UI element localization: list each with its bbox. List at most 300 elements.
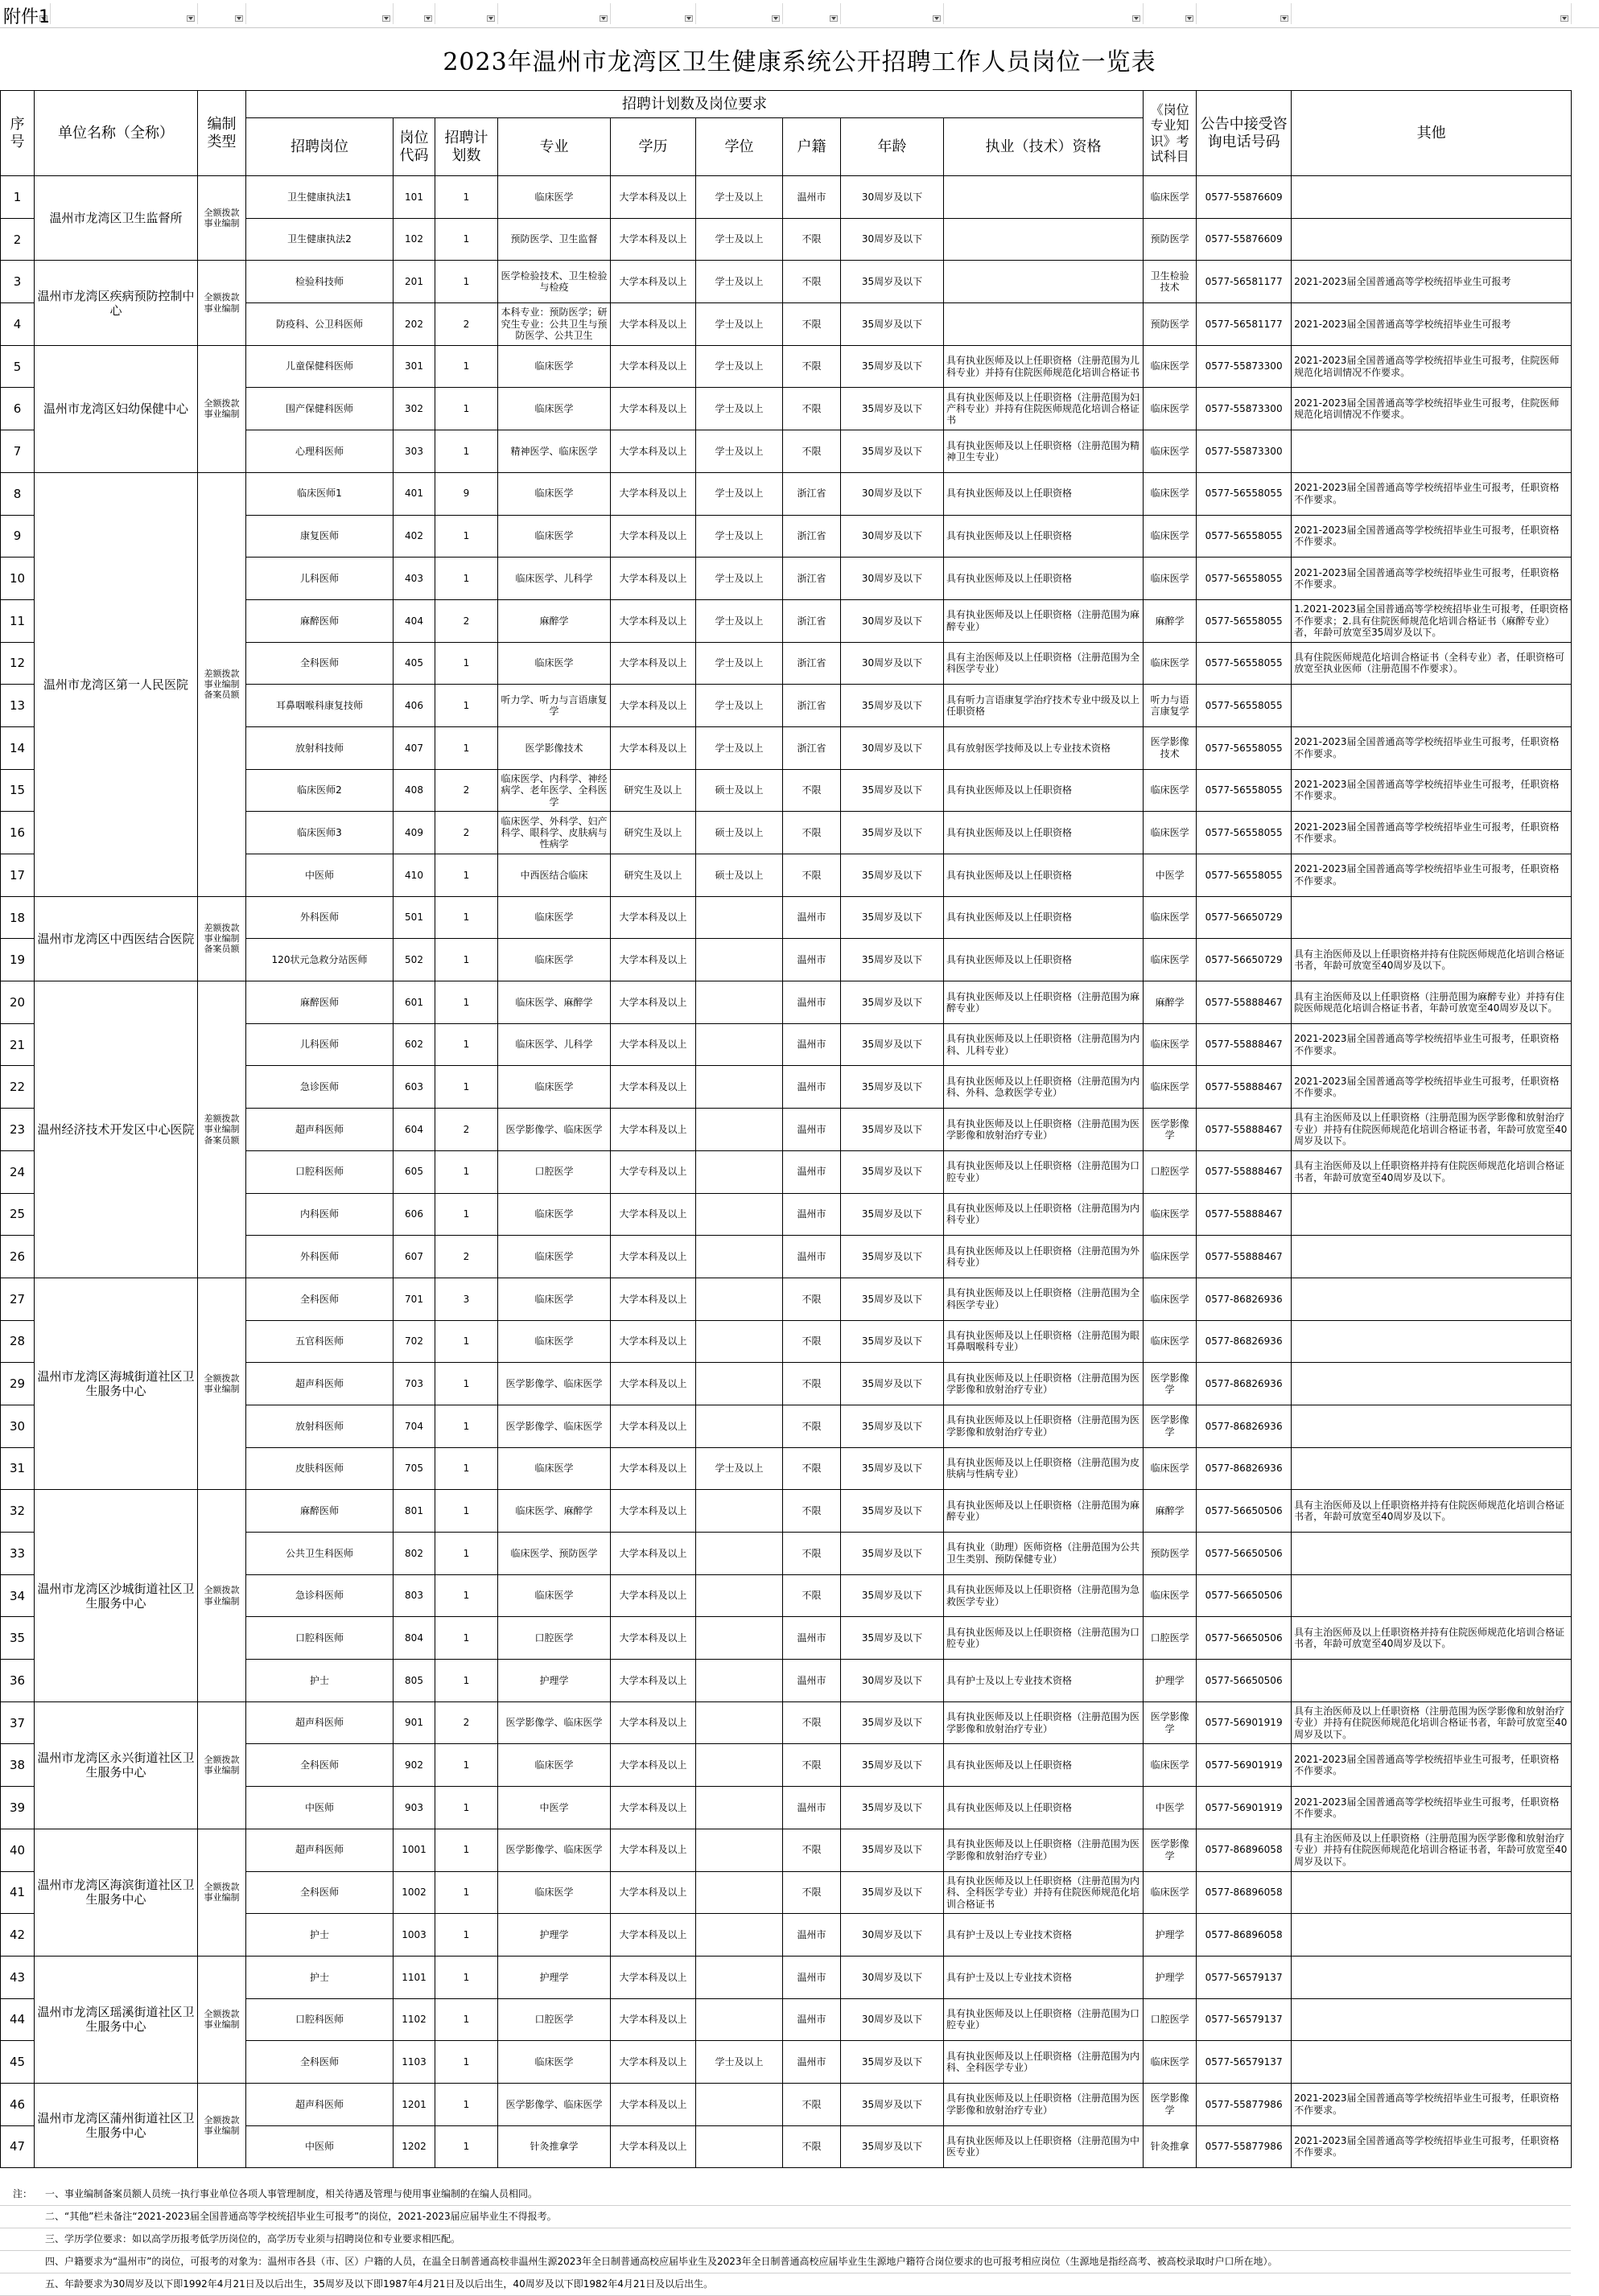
post-cell: 儿科医师 <box>246 1023 394 1066</box>
other-cell <box>1292 1660 1572 1702</box>
degree-cell <box>696 1150 783 1193</box>
seq-cell: 22 <box>1 1066 35 1109</box>
filter-dropdown-icon[interactable] <box>685 15 693 22</box>
other-cell: 具有主治医师及以上任职资格并持有住院医师规范化培训合格证书者，年龄可放宽至40周岁及以下。 <box>1292 1617 1572 1660</box>
other-cell <box>1292 1914 1572 1957</box>
age-cell: 35周岁及以下 <box>841 1744 944 1787</box>
degree-cell: 学士及以上 <box>696 472 783 515</box>
qual-cell <box>944 218 1144 261</box>
other-cell <box>1292 1574 1572 1617</box>
phone-cell: 0577-56650729 <box>1197 896 1292 939</box>
major-cell: 精神医学、临床医学 <box>498 430 611 473</box>
phone-cell: 0577-56579137 <box>1197 2041 1292 2084</box>
header-qual: 执业（技术）资格 <box>944 118 1144 176</box>
other-cell <box>1292 1405 1572 1447</box>
exam-cell: 预防医学 <box>1144 1533 1197 1575</box>
degree-cell: 学士及以上 <box>696 558 783 600</box>
code-cell: 607 <box>394 1236 435 1278</box>
count-cell: 2 <box>435 599 498 642</box>
code-cell: 302 <box>394 388 435 430</box>
note-text: 二、“其他”栏未备注“2021-2023届全国普通高等学校统招毕业生可报考”的岗位，2021-2023届应届毕业生不得报考。 <box>45 2211 557 2222</box>
count-cell: 1 <box>435 345 498 388</box>
seq-cell: 8 <box>1 472 35 515</box>
count-cell: 1 <box>435 176 498 219</box>
filter-dropdown-icon[interactable] <box>382 15 390 22</box>
age-cell: 35周岁及以下 <box>841 1787 944 1829</box>
phone-cell: 0577-86896058 <box>1197 1914 1292 1957</box>
major-cell: 临床医学、儿科学 <box>498 558 611 600</box>
edu-cell: 大学本科及以上 <box>611 1278 696 1320</box>
exam-cell: 预防医学 <box>1144 303 1197 346</box>
post-cell: 临床医师1 <box>246 472 394 515</box>
seq-cell: 30 <box>1 1405 35 1447</box>
exam-cell: 中医学 <box>1144 854 1197 897</box>
exam-cell: 临床医学 <box>1144 812 1197 854</box>
count-cell: 1 <box>435 261 498 303</box>
post-cell: 全科医师 <box>246 1278 394 1320</box>
other-cell: 具有主治医师及以上任职资格（注册范围为医学影像和放射治疗专业）并持有住院医师规范化培训合格证书者，年龄可放宽至40周岁及以下。 <box>1292 1701 1572 1744</box>
huji-cell: 不限 <box>783 1363 841 1405</box>
huji-cell: 温州市 <box>783 1998 841 2041</box>
staffing-type-cell: 全额拨款事业编制 <box>198 261 246 345</box>
degree-cell <box>696 1744 783 1787</box>
degree-cell <box>696 1320 783 1363</box>
table-row <box>1 2083 1572 2125</box>
header-count: 招聘计划数 <box>435 118 498 176</box>
code-cell: 405 <box>394 642 435 685</box>
age-cell: 35周岁及以下 <box>841 261 944 303</box>
degree-cell: 学士及以上 <box>696 685 783 727</box>
qual-cell: 具有执业医师及以上任职资格 <box>944 896 1144 939</box>
filter-dropdown-icon[interactable] <box>487 15 495 22</box>
edu-cell: 大学本科及以上 <box>611 1363 696 1405</box>
header-edu: 学历 <box>611 118 696 176</box>
major-cell: 临床医学 <box>498 1193 611 1236</box>
phone-cell: 0577-55888467 <box>1197 1066 1292 1109</box>
phone-cell: 0577-56579137 <box>1197 1998 1292 2041</box>
qual-cell: 具有执业医师及以上任职资格（注册范围为口腔专业） <box>944 1617 1144 1660</box>
huji-cell: 不限 <box>783 1871 841 1914</box>
table-row <box>1 1701 1572 1744</box>
exam-cell: 护理学 <box>1144 1660 1197 1702</box>
qual-cell: 具有执业医师及以上任职资格 <box>944 472 1144 515</box>
note-item <box>0 2206 1571 2228</box>
edu-cell: 大学本科及以上 <box>611 1193 696 1236</box>
qual-cell: 具有执业医师及以上任职资格（注册范围为精神卫生专业） <box>944 430 1144 473</box>
note-text: 五、年龄要求为30周岁及以下即1992年4月21日及以后出生，35周岁及以下即1987年4月21日及以后出生，40周岁及以下即1982年4月21日及以后出生。 <box>45 2278 714 2290</box>
exam-cell: 口腔医学 <box>1144 1150 1197 1193</box>
count-cell: 1 <box>435 1023 498 1066</box>
post-cell: 口腔科医师 <box>246 1998 394 2041</box>
age-cell: 35周岁及以下 <box>841 1278 944 1320</box>
huji-cell: 温州市 <box>783 1617 841 1660</box>
other-cell <box>1292 1320 1572 1363</box>
phone-cell: 0577-56650506 <box>1197 1533 1292 1575</box>
degree-cell: 学士及以上 <box>696 726 783 769</box>
count-cell: 2 <box>435 812 498 854</box>
phone-cell: 0577-56558055 <box>1197 515 1292 558</box>
phone-cell: 0577-56901919 <box>1197 1701 1292 1744</box>
other-cell: 具有住院医师规范化培训合格证书（全科专业）者，任职资格可放宽至执业医师（注册范围不作要求）。 <box>1292 642 1572 685</box>
huji-cell: 温州市 <box>783 1914 841 1957</box>
code-cell: 303 <box>394 430 435 473</box>
count-cell: 1 <box>435 1363 498 1405</box>
code-cell: 403 <box>394 558 435 600</box>
age-cell: 35周岁及以下 <box>841 854 944 897</box>
degree-cell: 学士及以上 <box>696 1447 783 1490</box>
seq-cell: 38 <box>1 1744 35 1787</box>
filter-dropdown-icon[interactable] <box>424 15 432 22</box>
age-cell: 30周岁及以下 <box>841 1660 944 1702</box>
post-cell: 超声科医师 <box>246 1363 394 1405</box>
code-cell: 702 <box>394 1320 435 1363</box>
exam-cell: 临床医学 <box>1144 515 1197 558</box>
age-cell: 35周岁及以下 <box>841 939 944 981</box>
age-cell: 35周岁及以下 <box>841 1023 944 1066</box>
phone-cell: 0577-86896058 <box>1197 1871 1292 1914</box>
other-cell: 2021-2023届全国普通高等学校统招毕业生可报考，任职资格不作要求。 <box>1292 854 1572 897</box>
huji-cell: 温州市 <box>783 1787 841 1829</box>
huji-cell: 不限 <box>783 812 841 854</box>
other-cell: 2021-2023届全国普通高等学校统招毕业生可报考，任职资格不作要求。 <box>1292 2125 1572 2168</box>
huji-cell: 不限 <box>783 1447 841 1490</box>
filter-dropdown-icon[interactable] <box>600 15 608 22</box>
major-cell: 临床医学 <box>498 1066 611 1109</box>
phone-cell: 0577-56581177 <box>1197 303 1292 346</box>
phone-cell: 0577-86826936 <box>1197 1363 1292 1405</box>
post-cell: 口腔科医师 <box>246 1150 394 1193</box>
qual-cell: 具有执业医师及以上任职资格（注册范围为医学影像和放射治疗专业） <box>944 1405 1144 1447</box>
count-cell: 1 <box>435 2083 498 2125</box>
staffing-type-cell: 全额拨款事业编制 <box>198 2083 246 2167</box>
other-cell: 具有主治医师及以上任职资格（注册范围为医学影像和放射治疗专业）并持有住院医师规范化培训合格证书者，年龄可放宽至40周岁及以下。 <box>1292 1109 1572 1151</box>
edu-cell: 大学本科及以上 <box>611 388 696 430</box>
major-cell: 医学影像学、临床医学 <box>498 1405 611 1447</box>
recruitment-table <box>0 90 1572 2168</box>
phone-cell: 0577-86826936 <box>1197 1447 1292 1490</box>
phone-cell: 0577-55888467 <box>1197 1150 1292 1193</box>
table-row <box>1 1490 1572 1533</box>
count-cell: 1 <box>435 1744 498 1787</box>
exam-cell: 麻醉学 <box>1144 1490 1197 1533</box>
post-cell: 检验科技师 <box>246 261 394 303</box>
filter-dropdown-icon[interactable] <box>933 15 941 22</box>
seq-cell: 23 <box>1 1109 35 1151</box>
qual-cell: 具有执业医师及以上任职资格（注册范围为内科、外科、急救医学专业） <box>944 1066 1144 1109</box>
degree-cell <box>696 1490 783 1533</box>
phone-cell: 0577-56650506 <box>1197 1617 1292 1660</box>
major-cell: 口腔医学 <box>498 1150 611 1193</box>
other-cell: 具有主治医师及以上任职资格并持有住院医师规范化培训合格证书者，年龄可放宽至40周岁及以下。 <box>1292 1150 1572 1193</box>
post-cell: 卫生健康执法2 <box>246 218 394 261</box>
qual-cell: 具有执业医师及以上任职资格（注册范围为儿科专业）并持有住院医师规范化培训合格证书 <box>944 345 1144 388</box>
exam-cell: 医学影像学 <box>1144 2083 1197 2125</box>
other-cell: 2021-2023届全国普通高等学校统招毕业生可报考，任职资格不作要求。 <box>1292 472 1572 515</box>
huji-cell: 浙江省 <box>783 685 841 727</box>
degree-cell <box>696 1363 783 1405</box>
huji-cell: 浙江省 <box>783 599 841 642</box>
post-cell: 五官科医师 <box>246 1320 394 1363</box>
seq-cell: 34 <box>1 1574 35 1617</box>
major-cell: 医学影像学、临床医学 <box>498 1363 611 1405</box>
count-cell: 1 <box>435 430 498 473</box>
other-cell: 2021-2023届全国普通高等学校统招毕业生可报考，任职资格不作要求。 <box>1292 1066 1572 1109</box>
post-cell: 外科医师 <box>246 1236 394 1278</box>
seq-cell: 9 <box>1 515 35 558</box>
exam-cell: 临床医学 <box>1144 430 1197 473</box>
filter-dropdown-icon[interactable] <box>235 15 243 22</box>
major-cell: 临床医学 <box>498 345 611 388</box>
code-cell: 409 <box>394 812 435 854</box>
note-text: 四、户籍要求为“温州市”的岗位，可报考的对象为：温州市各县（市、区）户籍的人员，在温全日制普通高校非温州生源2023年全日制普通高校应届毕业生及2023年全日制普通高校应届毕业生生源地户籍符合岗位要求的也可报考相应岗位（生源地是指经高考、被高校录取时户口所在地）。 <box>45 2256 1278 2267</box>
age-cell: 30周岁及以下 <box>841 642 944 685</box>
major-cell: 本科专业：预防医学；研究生专业：公共卫生与预防医学、公共卫生 <box>498 303 611 346</box>
edu-cell: 大学本科及以上 <box>611 1109 696 1151</box>
edu-cell: 研究生及以上 <box>611 812 696 854</box>
code-cell: 408 <box>394 769 435 812</box>
post-cell: 外科医师 <box>246 896 394 939</box>
count-cell: 1 <box>435 1490 498 1533</box>
huji-cell: 温州市 <box>783 1956 841 1998</box>
qual-cell: 具有执业医师及以上任职资格 <box>944 558 1144 600</box>
code-cell: 410 <box>394 854 435 897</box>
unit-name-cell: 温州市龙湾区中西医结合医院 <box>35 896 198 981</box>
edu-cell: 大学本科及以上 <box>611 261 696 303</box>
age-cell: 35周岁及以下 <box>841 1405 944 1447</box>
edu-cell: 大学本科及以上 <box>611 981 696 1024</box>
filter-dropdown-icon[interactable] <box>1560 15 1568 22</box>
count-cell: 1 <box>435 1914 498 1957</box>
degree-cell: 硕士及以上 <box>696 854 783 897</box>
count-cell: 1 <box>435 896 498 939</box>
huji-cell: 温州市 <box>783 896 841 939</box>
code-cell: 1002 <box>394 1871 435 1914</box>
count-cell: 2 <box>435 769 498 812</box>
exam-cell: 医学影像学 <box>1144 1109 1197 1151</box>
count-cell: 1 <box>435 1405 498 1447</box>
exam-cell: 临床医学 <box>1144 1574 1197 1617</box>
edu-cell: 大学本科及以上 <box>611 1871 696 1914</box>
edu-cell: 大学本科及以上 <box>611 1447 696 1490</box>
huji-cell: 不限 <box>783 1320 841 1363</box>
huji-cell: 温州市 <box>783 1150 841 1193</box>
edu-cell: 大学本科及以上 <box>611 558 696 600</box>
major-cell: 中医学 <box>498 1787 611 1829</box>
age-cell: 35周岁及以下 <box>841 303 944 346</box>
filter-dropdown-icon[interactable] <box>772 15 780 22</box>
edu-cell: 大学本科及以上 <box>611 2083 696 2125</box>
staffing-type-cell: 差额拨款事业编制备案员额 <box>198 896 246 981</box>
phone-cell: 0577-55876609 <box>1197 176 1292 219</box>
count-cell: 1 <box>435 2125 498 2168</box>
phone-cell: 0577-55888467 <box>1197 1023 1292 1066</box>
edu-cell: 研究生及以上 <box>611 854 696 897</box>
count-cell: 2 <box>435 1701 498 1744</box>
count-cell: 1 <box>435 1787 498 1829</box>
phone-cell: 0577-56558055 <box>1197 685 1292 727</box>
code-cell: 606 <box>394 1193 435 1236</box>
major-cell: 护理学 <box>498 1914 611 1957</box>
other-cell: 2021-2023届全国普通高等学校统招毕业生可报考 <box>1292 303 1572 346</box>
qual-cell: 具有执业医师及以上任职资格 <box>944 1787 1144 1829</box>
age-cell: 35周岁及以下 <box>841 1320 944 1363</box>
edu-cell: 大学本科及以上 <box>611 1744 696 1787</box>
edu-cell: 大学本科及以上 <box>611 1617 696 1660</box>
count-cell: 1 <box>435 1829 498 1871</box>
exam-cell: 医学影像学 <box>1144 1701 1197 1744</box>
qual-cell: 具有执业医师及以上任职资格（注册范围为医学影像和放射治疗专业） <box>944 1109 1144 1151</box>
staffing-type-cell: 全额拨款事业编制 <box>198 1829 246 1956</box>
qual-cell: 具有护士及以上专业技术资格 <box>944 1956 1144 1998</box>
age-cell: 35周岁及以下 <box>841 769 944 812</box>
header-unit: 单位名称（全称） <box>35 91 198 176</box>
huji-cell: 不限 <box>783 1405 841 1447</box>
huji-cell: 不限 <box>783 345 841 388</box>
degree-cell <box>696 1405 783 1447</box>
phone-cell: 0577-55877986 <box>1197 2125 1292 2168</box>
major-cell: 医学影像学、临床医学 <box>498 1701 611 1744</box>
other-cell <box>1292 1278 1572 1320</box>
count-cell: 1 <box>435 685 498 727</box>
phone-cell: 0577-56650506 <box>1197 1660 1292 1702</box>
exam-cell: 麻醉学 <box>1144 599 1197 642</box>
filter-dropdown-icon[interactable] <box>187 15 195 22</box>
age-cell: 30周岁及以下 <box>841 472 944 515</box>
qual-cell: 具有听力言语康复学治疗技术专业中级及以上任职资格 <box>944 685 1144 727</box>
age-cell: 30周岁及以下 <box>841 176 944 219</box>
post-cell: 超声科医师 <box>246 2083 394 2125</box>
qual-cell: 具有执业医师及以上任职资格 <box>944 1744 1144 1787</box>
filter-dropdown-icon[interactable] <box>1280 15 1288 22</box>
degree-cell <box>696 1574 783 1617</box>
phone-cell: 0577-86896058 <box>1197 1829 1292 1871</box>
unit-name-cell: 温州市龙湾区第一人民医院 <box>35 472 198 896</box>
note-item <box>0 2273 1571 2296</box>
age-cell: 35周岁及以下 <box>841 388 944 430</box>
post-cell: 全科医师 <box>246 2041 394 2084</box>
seq-cell: 11 <box>1 599 35 642</box>
age-cell: 35周岁及以下 <box>841 345 944 388</box>
exam-cell: 临床医学 <box>1144 1236 1197 1278</box>
phone-cell: 0577-56558055 <box>1197 599 1292 642</box>
header-huji: 户籍 <box>783 118 841 176</box>
post-cell: 麻醉医师 <box>246 1490 394 1533</box>
degree-cell: 学士及以上 <box>696 2041 783 2084</box>
unit-name-cell: 温州市龙湾区疾病预防控制中心 <box>35 261 198 345</box>
post-cell: 超声科医师 <box>246 1829 394 1871</box>
seq-cell: 45 <box>1 2041 35 2084</box>
seq-cell: 27 <box>1 1278 35 1320</box>
code-cell: 102 <box>394 218 435 261</box>
age-cell: 35周岁及以下 <box>841 981 944 1024</box>
notes-label: 注： <box>13 2188 33 2199</box>
note-item <box>0 2251 1571 2273</box>
edu-cell: 大学本科及以上 <box>611 472 696 515</box>
seq-cell: 40 <box>1 1829 35 1871</box>
edu-cell: 大学本科及以上 <box>611 176 696 219</box>
qual-cell: 具有执业医师及以上任职资格（注册范围为皮肤病与性病专业） <box>944 1447 1144 1490</box>
seq-cell: 46 <box>1 2083 35 2125</box>
qual-cell: 具有护士及以上专业技术资格 <box>944 1914 1144 1957</box>
major-cell: 医学检验技术、卫生检验与检疫 <box>498 261 611 303</box>
huji-cell: 不限 <box>783 388 841 430</box>
post-cell: 超声科医师 <box>246 1701 394 1744</box>
code-cell: 805 <box>394 1660 435 1702</box>
seq-cell: 7 <box>1 430 35 473</box>
huji-cell: 不限 <box>783 2125 841 2168</box>
count-cell: 1 <box>435 388 498 430</box>
count-cell: 3 <box>435 1278 498 1320</box>
major-cell: 临床医学、麻醉学 <box>498 1490 611 1533</box>
exam-cell: 临床医学 <box>1144 1023 1197 1066</box>
post-cell: 公共卫生科医师 <box>246 1533 394 1575</box>
count-cell: 1 <box>435 1956 498 1998</box>
filter-dropdown-icon[interactable] <box>830 15 838 22</box>
age-cell: 35周岁及以下 <box>841 1490 944 1533</box>
degree-cell <box>696 1998 783 2041</box>
phone-cell: 0577-55888467 <box>1197 1109 1292 1151</box>
count-cell: 1 <box>435 515 498 558</box>
seq-cell: 2 <box>1 218 35 261</box>
edu-cell: 大学本科及以上 <box>611 1023 696 1066</box>
table-row <box>1 261 1572 303</box>
table-row <box>1 472 1572 515</box>
major-cell: 医学影像技术 <box>498 726 611 769</box>
phone-cell: 0577-56558055 <box>1197 472 1292 515</box>
header-post: 招聘岗位 <box>246 118 394 176</box>
seq-cell: 19 <box>1 939 35 981</box>
seq-cell: 24 <box>1 1150 35 1193</box>
major-cell: 临床医学 <box>498 896 611 939</box>
filter-dropdown-icon[interactable] <box>1185 15 1193 22</box>
qual-cell: 具有执业医师及以上任职资格 <box>944 515 1144 558</box>
header-other: 其他 <box>1292 91 1572 176</box>
exam-cell: 医学影像学 <box>1144 1829 1197 1871</box>
huji-cell: 不限 <box>783 1533 841 1575</box>
major-cell: 临床医学、儿科学 <box>498 1023 611 1066</box>
code-cell: 605 <box>394 1150 435 1193</box>
code-cell: 602 <box>394 1023 435 1066</box>
table-row <box>1 176 1572 219</box>
qual-cell: 具有执业医师及以上任职资格（注册范围为医学影像和放射治疗专业） <box>944 1363 1144 1405</box>
edu-cell: 大学本科及以上 <box>611 939 696 981</box>
qual-cell <box>944 303 1144 346</box>
seq-cell: 29 <box>1 1363 35 1405</box>
exam-cell: 临床医学 <box>1144 939 1197 981</box>
exam-cell: 卫生检验技术 <box>1144 261 1197 303</box>
unit-name-cell: 温州市龙湾区蒲州街道社区卫生服务中心 <box>35 2083 198 2167</box>
age-cell: 35周岁及以下 <box>841 1574 944 1617</box>
phone-cell: 0577-55888467 <box>1197 1193 1292 1236</box>
code-cell: 501 <box>394 896 435 939</box>
edu-cell: 大学本科及以上 <box>611 1914 696 1957</box>
filter-dropdown-icon[interactable] <box>1132 15 1140 22</box>
other-cell <box>1292 896 1572 939</box>
exam-cell: 预防医学 <box>1144 218 1197 261</box>
post-cell: 围产保健科医师 <box>246 388 394 430</box>
seq-cell: 5 <box>1 345 35 388</box>
huji-cell: 温州市 <box>783 1066 841 1109</box>
qual-cell: 具有执业医师及以上任职资格（注册范围为麻醉专业） <box>944 981 1144 1024</box>
other-cell: 2021-2023届全国普通高等学校统招毕业生可报考，任职资格不作要求。 <box>1292 515 1572 558</box>
major-cell: 临床医学、外科学、妇产科学、眼科学、皮肤病与性病学 <box>498 812 611 854</box>
exam-cell: 临床医学 <box>1144 2041 1197 2084</box>
seq-cell: 35 <box>1 1617 35 1660</box>
seq-cell: 10 <box>1 558 35 600</box>
other-cell: 2021-2023届全国普通高等学校统招毕业生可报考，任职资格不作要求。 <box>1292 1787 1572 1829</box>
unit-name-cell: 温州市龙湾区海滨街道社区卫生服务中心 <box>35 1829 198 1956</box>
major-cell: 听力学、听力与言语康复学 <box>498 685 611 727</box>
